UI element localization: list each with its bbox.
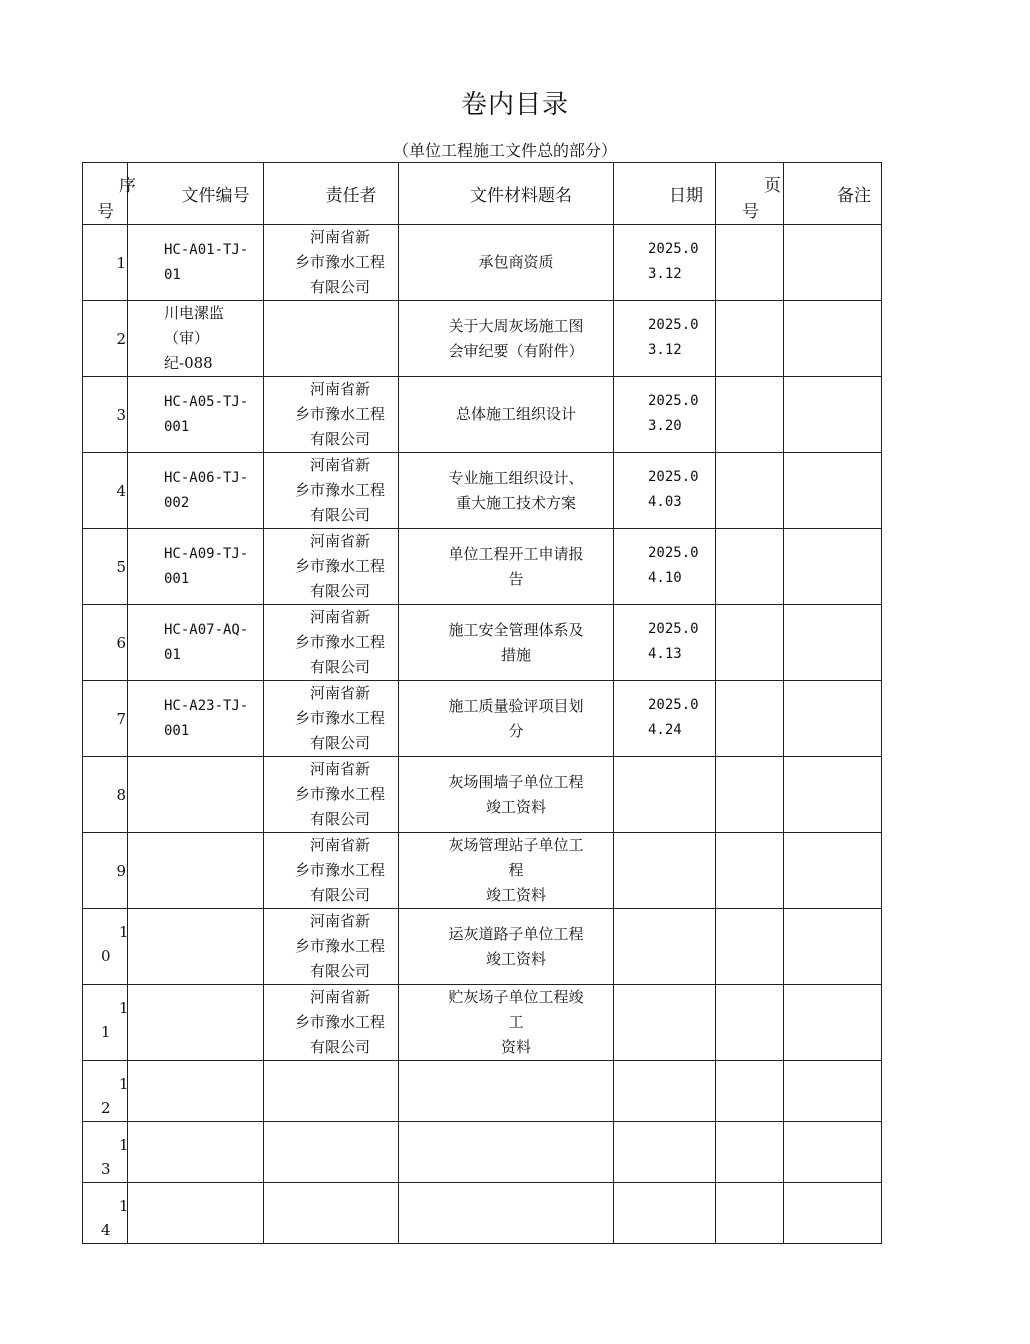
cell-line: 河南省新 — [309, 760, 370, 778]
cell-line: 关于大周灰场施工图 — [448, 316, 584, 335]
file-code-cell — [128, 453, 264, 529]
date-cell — [614, 681, 716, 757]
responsible-cell — [264, 453, 399, 529]
file-code-cell — [128, 225, 264, 301]
responsible-cell — [264, 605, 399, 681]
cell-line: 4.03 — [648, 494, 682, 510]
header-page-char-1: 页 — [764, 176, 781, 196]
header-date: 日期 — [614, 163, 716, 225]
cell-line: 告 — [508, 569, 524, 588]
cell-text — [282, 605, 398, 680]
page-cell — [716, 757, 784, 833]
cell-line: 乡市豫水工程 — [294, 861, 385, 879]
cell-line: 竣工资料 — [485, 797, 546, 816]
file-code-cell — [128, 681, 264, 757]
cell-text — [429, 402, 603, 427]
seq-number: 1 — [116, 253, 126, 272]
cell-line: 施工安全管理体系及 — [448, 620, 584, 639]
cell-line: 竣工资料 — [485, 886, 546, 904]
responsible-cell — [264, 377, 399, 453]
seq-number: 5 — [116, 557, 126, 576]
cell-line: 乡市豫水工程 — [294, 405, 385, 423]
cell-line: 措施 — [500, 645, 531, 664]
cell-line: 4.10 — [648, 570, 682, 586]
cell-text — [648, 237, 715, 287]
seq-cell — [83, 377, 128, 453]
cell-text — [282, 377, 398, 452]
cell-line: 承包商资质 — [478, 253, 554, 271]
page-title: 卷内目录 — [460, 90, 569, 120]
material-title-cell — [399, 1122, 614, 1183]
date-cell — [614, 985, 716, 1061]
cell-line: 乡市豫水工程 — [294, 481, 385, 499]
cell-text — [282, 453, 398, 528]
page-cell — [716, 985, 784, 1061]
cell-line: 贮灰场子单位工程竣 — [448, 988, 584, 1006]
responsible-cell — [264, 1061, 399, 1122]
remark-cell — [784, 377, 882, 453]
remark-cell — [784, 1122, 882, 1183]
table-row — [83, 377, 882, 453]
cell-text — [164, 238, 257, 288]
table-row — [83, 757, 882, 833]
catalog-table — [82, 162, 882, 1244]
cell-line: 施工质量验评项目划 — [448, 696, 584, 715]
page-cell — [716, 453, 784, 529]
remark-cell — [784, 529, 882, 605]
seq-cell — [83, 909, 128, 985]
seq-digit-1: 1 — [119, 1136, 129, 1154]
header-page — [716, 163, 784, 225]
cell-text — [648, 617, 715, 667]
seq-cell — [83, 453, 128, 529]
seq-digit-2: 1 — [101, 1023, 111, 1041]
responsible-cell — [264, 1122, 399, 1183]
page-cell — [716, 909, 784, 985]
cell-text — [282, 909, 398, 984]
table-row — [83, 301, 882, 377]
cell-line: 乡市豫水工程 — [294, 633, 385, 651]
table-row — [83, 529, 882, 605]
page-cell — [716, 1122, 784, 1183]
cell-line: 竣工资料 — [485, 949, 546, 968]
cell-line: （审）纪-088 — [164, 329, 213, 372]
seq-number: 2 — [116, 329, 126, 348]
responsible-cell — [264, 529, 399, 605]
file-code-cell — [128, 909, 264, 985]
seq-digit-1: 1 — [119, 923, 129, 941]
file-code-cell — [128, 757, 264, 833]
cell-line: 河南省新 — [309, 836, 370, 854]
table-row — [83, 1183, 882, 1244]
cell-line: 乡市豫水工程 — [294, 253, 385, 271]
remark-cell — [784, 301, 882, 377]
file-code-cell — [128, 1122, 264, 1183]
cell-line: 分 — [508, 721, 524, 740]
header-responsible: 责任者 — [264, 163, 399, 225]
page-subtitle: （单位工程施工文件总的部分） — [392, 141, 617, 160]
cell-line: 有限公司 — [309, 658, 370, 676]
cell-line: HC-A09-TJ- — [164, 545, 249, 562]
seq-cell — [83, 833, 128, 909]
responsible-cell — [264, 985, 399, 1061]
cell-line: 001 — [164, 570, 190, 587]
cell-text — [164, 390, 257, 440]
cell-text — [429, 618, 603, 668]
header-file-code: 文件编号 — [128, 163, 264, 225]
cell-line: 运灰道路子单位工程 — [448, 924, 584, 943]
cell-text — [282, 529, 398, 604]
material-title-cell — [399, 605, 614, 681]
seq-number: 7 — [116, 709, 126, 728]
cell-line: 川电漯监 — [164, 304, 225, 322]
cell-line: 2025.0 — [648, 317, 699, 333]
cell-line: 2025.0 — [648, 545, 699, 561]
date-cell — [614, 1183, 716, 1244]
cell-line: 4.13 — [648, 646, 682, 662]
header-material-title: 文件材料题名 — [399, 163, 614, 225]
header-seq-char-1: 序 — [119, 176, 136, 196]
remark-cell — [784, 225, 882, 301]
cell-line: 有限公司 — [309, 506, 370, 524]
file-code-cell — [128, 1061, 264, 1122]
cell-line: 河南省新 — [309, 380, 370, 398]
seq-number: 6 — [116, 633, 126, 652]
file-code-cell — [128, 985, 264, 1061]
responsible-cell — [264, 681, 399, 757]
cell-line: 3.12 — [648, 342, 682, 358]
cell-line: 有限公司 — [309, 278, 370, 296]
cell-line: 有限公司 — [309, 886, 370, 904]
page-cell — [716, 1183, 784, 1244]
page-cell — [716, 833, 784, 909]
remark-cell — [784, 985, 882, 1061]
header-remark: 备注 — [784, 163, 882, 225]
page-cell — [716, 681, 784, 757]
cell-line: 有限公司 — [309, 1038, 370, 1056]
date-cell — [614, 605, 716, 681]
cell-line: 河南省新 — [309, 532, 370, 550]
cell-text — [429, 985, 603, 1060]
cell-line: 01 — [164, 646, 181, 663]
cell-line: HC-A23-TJ- — [164, 697, 249, 714]
cell-line: 3.12 — [648, 266, 682, 282]
page-cell — [716, 301, 784, 377]
table-row — [83, 1122, 882, 1183]
material-title-cell — [399, 377, 614, 453]
cell-line: 有限公司 — [309, 962, 370, 980]
table-row — [83, 681, 882, 757]
cell-line: 3.20 — [648, 418, 682, 434]
header-seq-char-2: 号 — [97, 202, 114, 222]
date-cell — [614, 301, 716, 377]
table-row — [83, 605, 882, 681]
cell-text — [648, 465, 715, 515]
cell-text — [164, 466, 257, 516]
seq-number: 4 — [116, 481, 126, 500]
material-title-cell — [399, 833, 614, 909]
cell-line: 有限公司 — [309, 582, 370, 600]
table-row — [83, 225, 882, 301]
cell-line: 灰场围墙子单位工程 — [448, 772, 584, 791]
cell-text — [282, 985, 398, 1060]
cell-text — [429, 466, 603, 516]
cell-line: 重大施工技术方案 — [455, 493, 576, 512]
cell-line: 程 — [508, 861, 524, 879]
cell-line: 灰场管理站子单位工 — [448, 836, 584, 854]
header-page-char-2: 号 — [742, 202, 759, 222]
cell-line: 有限公司 — [309, 734, 370, 752]
file-code-cell — [128, 1183, 264, 1244]
cell-text — [648, 389, 715, 439]
seq-digit-2: 4 — [101, 1221, 111, 1239]
material-title-cell — [399, 757, 614, 833]
page-cell — [716, 225, 784, 301]
cell-line: HC-A05-TJ- — [164, 393, 249, 410]
cell-line: 会审纪要（有附件） — [448, 341, 584, 360]
cell-line: 01 — [164, 266, 181, 283]
cell-line: HC-A01-TJ- — [164, 241, 249, 258]
seq-digit-1: 1 — [119, 999, 129, 1017]
cell-line: 001 — [164, 418, 190, 435]
table-row — [83, 453, 882, 529]
cell-text — [164, 542, 257, 592]
date-cell — [614, 833, 716, 909]
responsible-cell — [264, 757, 399, 833]
seq-number: 9 — [116, 861, 126, 880]
date-cell — [614, 377, 716, 453]
page-cell — [716, 377, 784, 453]
cell-text — [648, 313, 715, 363]
cell-line: 资料 — [500, 1038, 531, 1056]
cell-line: 2025.0 — [648, 621, 699, 637]
table-row — [83, 985, 882, 1061]
material-title-cell — [399, 1061, 614, 1122]
cell-line: 002 — [164, 494, 190, 511]
cell-text — [429, 542, 603, 592]
remark-cell — [784, 757, 882, 833]
material-title-cell — [399, 985, 614, 1061]
cell-text — [429, 314, 603, 364]
catalog-body — [83, 163, 882, 1244]
seq-digit-2: 0 — [101, 947, 111, 965]
cell-line: 2025.0 — [648, 469, 699, 485]
seq-digit-2: 2 — [101, 1099, 111, 1117]
cell-line: 乡市豫水工程 — [294, 557, 385, 575]
page-cell — [716, 1061, 784, 1122]
cell-line: 乡市豫水工程 — [294, 1013, 385, 1031]
seq-cell — [83, 757, 128, 833]
date-cell — [614, 453, 716, 529]
seq-cell — [83, 1122, 128, 1183]
page-cell — [716, 605, 784, 681]
cell-text — [429, 770, 603, 820]
responsible-cell — [264, 833, 399, 909]
cell-text — [429, 694, 603, 744]
date-cell — [614, 1122, 716, 1183]
responsible-cell — [264, 225, 399, 301]
remark-cell — [784, 909, 882, 985]
seq-cell — [83, 301, 128, 377]
seq-cell — [83, 1061, 128, 1122]
remark-cell — [784, 1061, 882, 1122]
cell-line: 乡市豫水工程 — [294, 785, 385, 803]
header-seq — [83, 163, 136, 225]
cell-line: 河南省新 — [309, 608, 370, 626]
seq-cell — [83, 1183, 128, 1244]
seq-number: 8 — [116, 785, 126, 804]
material-title-cell — [399, 909, 614, 985]
remark-cell — [784, 605, 882, 681]
cell-line: 河南省新 — [309, 912, 370, 930]
cell-text — [282, 681, 398, 756]
cell-line: 单位工程开工申请报 — [448, 544, 584, 563]
cell-line: 001 — [164, 722, 190, 739]
cell-text — [429, 922, 603, 972]
seq-cell — [83, 605, 128, 681]
cell-text — [164, 618, 257, 668]
cell-line: 河南省新 — [309, 228, 370, 246]
seq-cell — [83, 529, 128, 605]
material-title-cell — [399, 225, 614, 301]
cell-line: 2025.0 — [648, 697, 699, 713]
cell-text — [282, 757, 398, 832]
material-title-cell — [399, 529, 614, 605]
seq-digit-2: 3 — [101, 1160, 111, 1178]
cell-line: 河南省新 — [309, 684, 370, 702]
seq-number: 3 — [116, 405, 126, 424]
date-cell — [614, 909, 716, 985]
remark-cell — [784, 833, 882, 909]
cell-text — [164, 694, 257, 744]
table-row — [83, 1061, 882, 1122]
cell-line: 4.24 — [648, 722, 682, 738]
date-cell — [614, 529, 716, 605]
cell-line: 乡市豫水工程 — [294, 937, 385, 955]
file-code-cell — [128, 833, 264, 909]
cell-line: 2025.0 — [648, 393, 699, 409]
responsible-cell — [264, 301, 399, 377]
remark-cell — [784, 453, 882, 529]
cell-line: 2025.0 — [648, 241, 699, 257]
cell-line: HC-A07-AQ- — [164, 621, 249, 638]
material-title-cell — [399, 1183, 614, 1244]
remark-cell — [784, 681, 882, 757]
seq-cell — [83, 681, 128, 757]
date-cell — [614, 225, 716, 301]
material-title-cell — [399, 453, 614, 529]
date-cell — [614, 757, 716, 833]
material-title-cell — [399, 681, 614, 757]
cell-text — [164, 301, 257, 376]
cell-line: 总体施工组织设计 — [455, 405, 576, 423]
cell-text — [648, 693, 715, 743]
header-row — [83, 163, 882, 225]
responsible-cell — [264, 909, 399, 985]
file-code-cell — [128, 529, 264, 605]
file-code-cell — [128, 301, 264, 377]
cell-line: 河南省新 — [309, 988, 370, 1006]
file-code-cell — [128, 605, 264, 681]
cell-line: 专业施工组织设计、 — [448, 468, 584, 487]
remark-cell — [784, 1183, 882, 1244]
cell-line: 乡市豫水工程 — [294, 709, 385, 727]
seq-digit-1: 1 — [119, 1197, 129, 1215]
cell-text — [648, 541, 715, 591]
cell-text — [429, 250, 603, 275]
cell-line: HC-A06-TJ- — [164, 469, 249, 486]
cell-line: 河南省新 — [309, 456, 370, 474]
cell-line: 有限公司 — [309, 430, 370, 448]
seq-cell — [83, 985, 128, 1061]
cell-text — [282, 225, 398, 300]
table-row — [83, 909, 882, 985]
page-cell — [716, 529, 784, 605]
table-row — [83, 833, 882, 909]
cell-text — [282, 833, 398, 908]
material-title-cell — [399, 301, 614, 377]
seq-cell — [83, 225, 128, 301]
file-code-cell — [128, 377, 264, 453]
responsible-cell — [264, 1183, 399, 1244]
cell-line: 工 — [508, 1013, 524, 1031]
date-cell — [614, 1061, 716, 1122]
seq-digit-1: 1 — [119, 1075, 129, 1093]
cell-text — [429, 833, 603, 908]
cell-line: 有限公司 — [309, 810, 370, 828]
